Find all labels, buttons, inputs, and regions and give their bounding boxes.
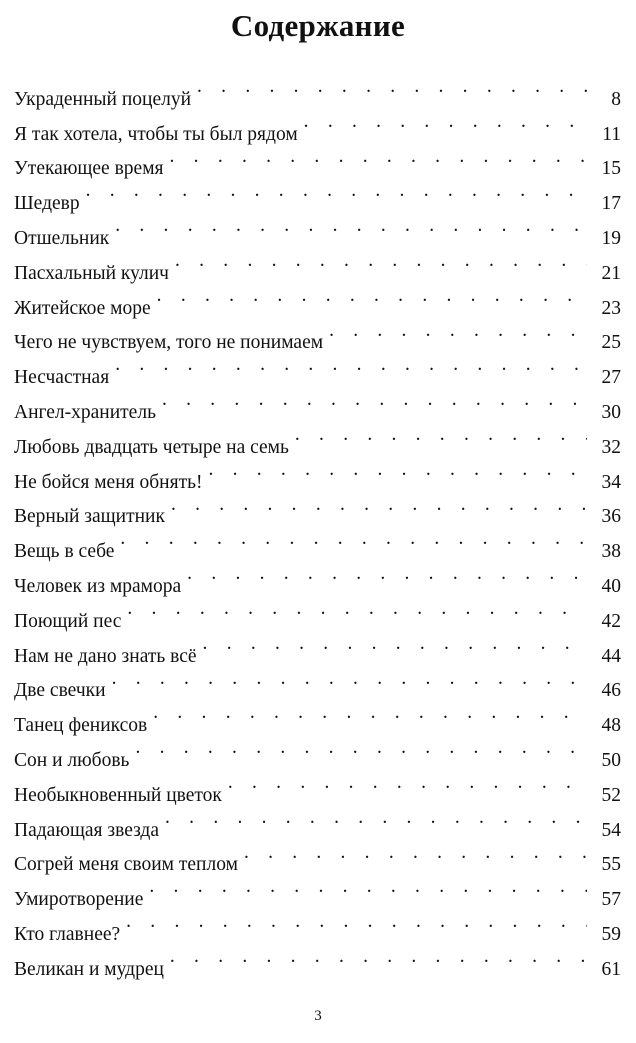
dot-leader [151,696,587,731]
dot-leader [133,731,587,766]
toc-entry-page: 23 [601,297,621,319]
toc-entry-title: Нам не дано знать всё [14,645,197,667]
toc-entry-title: Пасхальный кулич [14,262,169,284]
toc-entry-page: 52 [601,784,621,806]
toc-entry-page: 34 [601,471,621,493]
dot-leader [302,105,587,140]
dot-leader [84,174,587,209]
dot-leader [147,870,587,905]
dot-leader [113,209,587,244]
toc-entry-page: 55 [601,854,621,876]
dot-leader [110,662,587,697]
toc-entry-page: 44 [601,645,621,667]
toc-entry-page: 30 [601,401,621,423]
dot-leader [168,140,587,175]
toc-entry-page: 38 [601,541,621,563]
dot-leader [242,836,587,871]
toc-entry-title: Ангел-хранитель [14,401,156,423]
page-title: Содержание [230,8,406,43]
toc-entry-page: 61 [601,958,621,980]
toc-entry-page: 50 [601,749,621,771]
dot-leader [327,314,587,349]
toc-entry-page: 57 [601,889,621,911]
toc-entry-page: 11 [602,123,621,145]
dot-leader [113,348,587,383]
dot-leader [124,905,587,940]
toc-entry-title: Несчастная [14,367,110,389]
toc-entry-page: 32 [601,436,621,458]
toc-entry-page: 17 [601,193,621,215]
dot-leader [206,453,587,488]
toc-entry-page: 48 [601,715,621,737]
toc-entry-title: Поющий пес [14,610,122,632]
dot-leader [163,801,587,836]
toc-entry-title: Утекающее время [14,158,164,180]
toc-entry-title: Человек из мрамора [14,575,182,597]
toc-entry-title: Танец фениксов [14,715,148,737]
toc-entry-title: Житейское море [14,297,151,319]
dot-leader [195,70,587,105]
dot-leader [125,592,587,627]
toc-entry-title: Необыкновенный цветок [14,784,222,806]
toc-entry-page: 54 [601,819,621,841]
toc-entry-page: 8 [611,88,621,110]
toc-entry-title: Падающая звезда [14,819,160,841]
toc-entry-title: Чего не чувствуем, того не понимаем [14,332,324,354]
page-number: 3 [314,1008,322,1024]
toc-entry-title: Сон и любовь [14,749,130,771]
toc-entry-title: Отшельник [14,227,110,249]
toc-entry-page: 27 [601,367,621,389]
toc-entry [14,70,621,110]
toc-entry-title: Две свечки [14,680,106,702]
dot-leader [160,383,587,418]
toc-entry-title: Украденный поцелуй [14,88,192,110]
toc-entry-page: 40 [601,575,621,597]
toc-entry-title: Не бойся меня обнять! [14,471,203,493]
toc-entry-title: Великан и мудрец [14,958,164,980]
toc-entry-title: Согрей меня своим теплом [14,854,238,876]
dot-leader [118,522,587,557]
dot-leader [185,557,587,592]
toc-entry-page: 36 [601,506,621,528]
toc-entry-title: Вещь в себе [14,541,115,563]
toc-entry-page: 19 [601,227,621,249]
toc-entry-page: 42 [601,610,621,632]
toc-entry-title: Кто главнее? [14,923,121,945]
dot-leader [168,940,587,975]
toc-entry-title: Я так хотела, чтобы ты был рядом [14,123,298,145]
dot-leader [226,766,587,801]
dot-leader [201,627,587,662]
table-of-contents [14,70,621,980]
dot-leader [155,279,587,314]
toc-entry-title: Умиротворение [14,889,144,911]
dot-leader [173,244,587,279]
toc-entry-page: 25 [601,332,621,354]
toc-entry [14,209,621,249]
toc-entry-page: 59 [601,923,621,945]
toc-entry-title: Шедевр [14,193,80,215]
toc-entry-page: 21 [601,262,621,284]
toc-entry [14,174,621,215]
toc-entry-title: Любовь двадцать четыре на семь [14,436,289,458]
toc-entry-title: Верный защитник [14,506,165,528]
dot-leader [293,418,587,453]
toc-entry-page: 46 [601,680,621,702]
toc-entry-page: 15 [601,158,621,180]
dot-leader [169,488,587,523]
